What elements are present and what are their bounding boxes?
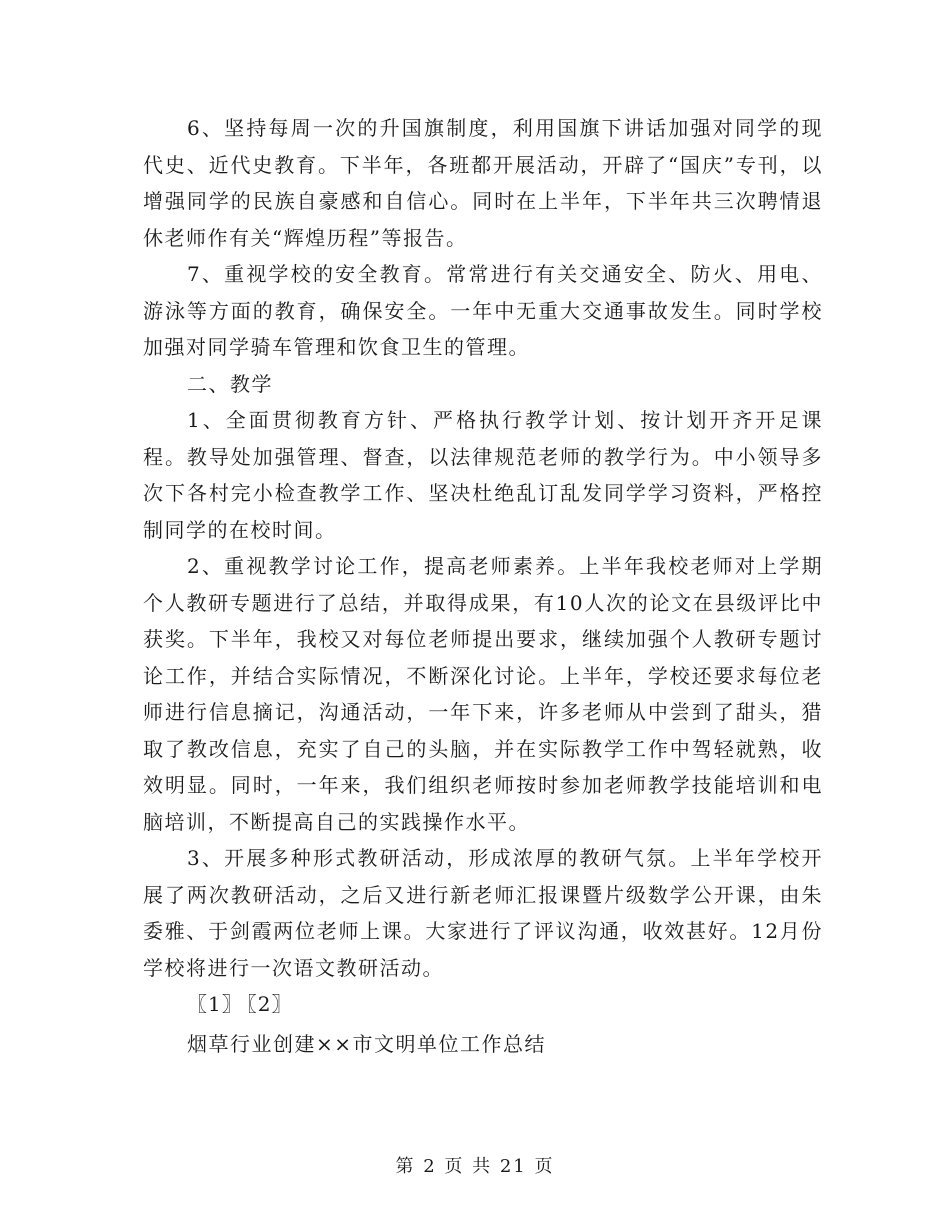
page-link-1[interactable]: 〖1〗 — [187, 992, 243, 1016]
page-footer: 第 2 页 共 21 页 — [395, 1156, 555, 1177]
page-link-2[interactable]: 〖2〗 — [246, 992, 293, 1016]
paragraph-flag-ceremony: 6、坚持每周一次的升国旗制度，利用国旗下讲话加强对同学的现代史、近代史教育。下半年，各班都开展活动，开辟了“国庆”专刊，以增强同学的民族自豪感和自信心。同时在上半年，下半年共三次聘情退休老师作有关“辉煌历程”等报告。 — [143, 116, 823, 250]
next-article-title[interactable]: 烟草行业创建××市文明单位工作总结 — [187, 1031, 547, 1056]
document-body — [143, 110, 823, 1062]
page-links — [143, 986, 823, 1023]
paragraph-safety-education: 7、重视学校的安全教育。常常进行有关交通安全、防火、用电、游泳等方面的教育，确保安全。一年中无重大交通事故发生。同时学校加强对同学骑车管理和饮食卫生的管理。 — [143, 262, 823, 359]
paragraph-teaching-plan: 1、全面贯彻教育方针、严格执行教学计划、按计划开齐开足课程。教导处加强管理、督查，以法律规范老师的教学行为。中小领导多次下各村完小检查教学工作、坚决杜绝乱订乱发同学学习资料，严格控制同学的在校时间。 — [143, 408, 823, 542]
paragraph-teaching-research: 2、重视教学讨论工作，提高老师素养。上半年我校老师对上学期个人教研专题进行了总结，并取得成果，有10人次的论文在县级评比中获奖。下半年，我校又对每位老师提出要求，继续加强个人教研专题讨论工作，并结合实际情况，不断深化讨论。上半年，学校还要求每位老师进行信息摘记，沟通活动，一年下来，许多老师从中尝到了甜头，猎取了教改信息，充实了自己的头脑，并在实际教学工作中驾轻就熟，收效明显。同时，一年来，我们组织老师按时参加老师教学技能培训和电脑培训，不断提高自己的实践操作水平。 — [143, 554, 823, 834]
section-heading-teaching: 二、教学 — [187, 371, 273, 396]
paragraph-research-activities: 3、开展多种形式教研活动，形成浓厚的教研气氛。上半年学校开展了两次教研活动，之后又进行新老师汇报课暨片级数学公开课，由朱委雅、于剑霞两位老师上课。大家进行了评议沟通，收效甚好。12月份学校将进行一次语文教研活动。 — [143, 846, 823, 980]
